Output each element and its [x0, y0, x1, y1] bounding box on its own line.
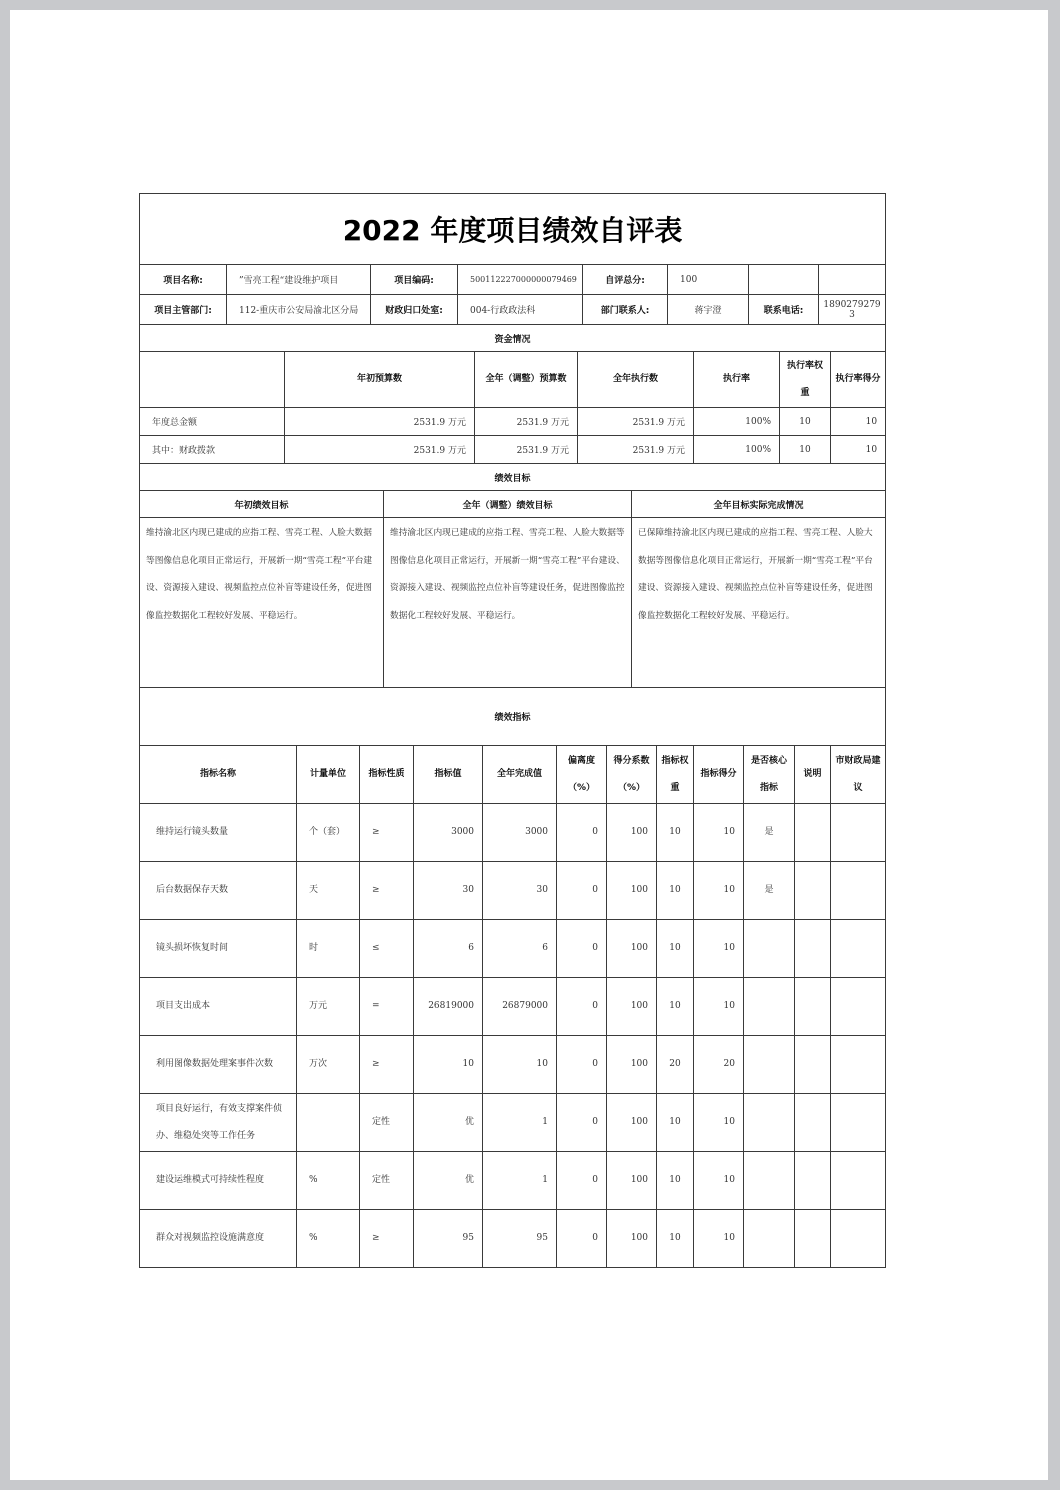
indicator-note — [795, 862, 831, 920]
indicator-deviation: 0 — [557, 804, 607, 862]
indicator-name: 群众对视频监控设施满意度 — [140, 1210, 297, 1268]
indicators-section-title: 绩效指标 — [140, 688, 886, 746]
indicator-unit: % — [297, 1210, 360, 1268]
table-row — [140, 804, 886, 862]
funds-header: 年初预算数 — [285, 352, 475, 408]
indicator-name: 建设运维模式可持续性程度 — [140, 1152, 297, 1210]
indicator-advice — [831, 1094, 886, 1152]
goals-section-title: 绩效目标 — [140, 464, 886, 491]
indicators-header: 偏离度（%） — [557, 746, 607, 804]
indicator-weight: 10 — [657, 1210, 694, 1268]
indicator-target: 优 — [414, 1152, 483, 1210]
indicator-score: 10 — [694, 978, 744, 1036]
indicator-core — [744, 1094, 795, 1152]
indicator-deviation: 0 — [557, 1036, 607, 1094]
indicators-header: 指标性质 — [360, 746, 414, 804]
indicator-note — [795, 1210, 831, 1268]
funds-weight: 10 — [780, 436, 831, 464]
indicator-nature: 定性 — [360, 1152, 414, 1210]
indicator-deviation: 0 — [557, 1210, 607, 1268]
indicator-weight: 10 — [657, 978, 694, 1036]
dept-label: 项目主管部门: — [140, 295, 227, 325]
funds-header: 执行率得分 — [831, 352, 886, 408]
indicator-target: 6 — [414, 920, 483, 978]
phone-value: 18902792793 — [819, 295, 886, 325]
indicator-score: 10 — [694, 862, 744, 920]
indicator-score: 10 — [694, 1210, 744, 1268]
funds-executed: 2531.9 万元 — [578, 408, 694, 436]
table-row — [140, 408, 886, 436]
indicator-deviation: 0 — [557, 1152, 607, 1210]
goal-adjusted-text: 维持渝北区内现已建成的应指工程、雪亮工程、人脸大数据等图像信息化项目正常运行，开展新一期“雪亮工程”平台建设、资源接入建设、视频监控点位补盲等建设任务，促进图像监控数据化工程较好发展、平稳运行。 — [384, 518, 632, 688]
indicator-coef: 100 — [607, 1152, 657, 1210]
indicator-nature: ≤ — [360, 920, 414, 978]
table-row — [140, 862, 886, 920]
funds-rate: 100% — [694, 436, 780, 464]
indicator-deviation: 0 — [557, 862, 607, 920]
indicator-unit — [297, 1094, 360, 1152]
indicators-header: 指标得分 — [694, 746, 744, 804]
dept-value: 112-重庆市公安局渝北区分局 — [227, 295, 371, 325]
indicator-unit: 万元 — [297, 978, 360, 1036]
empty-cell — [140, 352, 285, 408]
indicator-weight: 10 — [657, 1094, 694, 1152]
funds-score: 10 — [831, 436, 886, 464]
indicator-coef: 100 — [607, 1094, 657, 1152]
indicators-header: 指标名称 — [140, 746, 297, 804]
table-row — [140, 436, 886, 464]
indicator-score: 10 — [694, 1094, 744, 1152]
indicator-deviation: 0 — [557, 1094, 607, 1152]
indicator-advice — [831, 978, 886, 1036]
indicator-advice — [831, 862, 886, 920]
finance-label: 财政归口处室: — [371, 295, 458, 325]
indicator-nature: = — [360, 978, 414, 1036]
indicator-unit: 万次 — [297, 1036, 360, 1094]
funds-score: 10 — [831, 408, 886, 436]
indicators-header: 说明 — [795, 746, 831, 804]
indicator-note — [795, 1152, 831, 1210]
empty-cell — [749, 265, 819, 295]
indicator-name: 项目支出成本 — [140, 978, 297, 1036]
indicator-actual: 30 — [483, 862, 557, 920]
indicator-weight: 10 — [657, 804, 694, 862]
empty-cell — [819, 265, 886, 295]
evaluation-form — [139, 193, 885, 1268]
self-score-label: 自评总分: — [583, 265, 668, 295]
contact-label: 部门联系人: — [583, 295, 668, 325]
indicator-coef: 100 — [607, 978, 657, 1036]
goals-table — [139, 463, 886, 688]
indicators-table — [139, 687, 886, 1268]
funds-weight: 10 — [780, 408, 831, 436]
indicator-core — [744, 1152, 795, 1210]
indicator-weight: 20 — [657, 1036, 694, 1094]
table-row — [140, 1210, 886, 1268]
indicator-actual: 1 — [483, 1094, 557, 1152]
indicator-weight: 10 — [657, 920, 694, 978]
funds-adjusted: 2531.9 万元 — [475, 408, 578, 436]
indicator-nature: ≥ — [360, 1036, 414, 1094]
indicator-coef: 100 — [607, 1036, 657, 1094]
goal-initial-text: 维持渝北区内现已建成的应指工程、雪亮工程、人脸大数据等图像信息化项目正常运行，开展新一期“雪亮工程”平台建设、资源接入建设、视频监控点位补盲等建设任务，促进图像监控数据化工程较好发展、平稳运行。 — [140, 518, 384, 688]
indicator-actual: 95 — [483, 1210, 557, 1268]
funds-row-label: 年度总金额 — [140, 408, 285, 436]
indicators-header: 全年完成值 — [483, 746, 557, 804]
indicator-target: 30 — [414, 862, 483, 920]
indicator-name: 维持运行镜头数量 — [140, 804, 297, 862]
project-name-value: ”雪亮工程“建设维护项目 — [227, 265, 371, 295]
indicator-target: 3000 — [414, 804, 483, 862]
funds-adjusted: 2531.9 万元 — [475, 436, 578, 464]
indicator-unit: 时 — [297, 920, 360, 978]
indicator-nature: ≥ — [360, 1210, 414, 1268]
table-row — [140, 920, 886, 978]
indicators-header: 计量单位 — [297, 746, 360, 804]
indicator-target: 10 — [414, 1036, 483, 1094]
indicator-note — [795, 804, 831, 862]
funds-initial: 2531.9 万元 — [285, 408, 475, 436]
phone-label: 联系电话: — [749, 295, 819, 325]
indicator-target: 优 — [414, 1094, 483, 1152]
funds-row-label: 其中：财政拨款 — [140, 436, 285, 464]
indicator-nature: 定性 — [360, 1094, 414, 1152]
indicator-coef: 100 — [607, 862, 657, 920]
contact-value: 蒋宇澄 — [668, 295, 749, 325]
indicator-nature: ≥ — [360, 804, 414, 862]
indicator-score: 10 — [694, 920, 744, 978]
indicator-core — [744, 1210, 795, 1268]
funds-header: 执行率权重 — [780, 352, 831, 408]
indicator-name: 项目良好运行，有效支撑案件侦办、维稳处突等工作任务 — [140, 1094, 297, 1152]
indicator-target: 26819000 — [414, 978, 483, 1036]
indicator-actual: 6 — [483, 920, 557, 978]
table-row — [140, 1152, 886, 1210]
indicator-unit: 天 — [297, 862, 360, 920]
indicator-coef: 100 — [607, 804, 657, 862]
indicator-unit: % — [297, 1152, 360, 1210]
indicator-core: 是 — [744, 862, 795, 920]
indicator-actual: 3000 — [483, 804, 557, 862]
funds-table — [139, 324, 886, 464]
document-page — [10, 10, 1048, 1480]
indicator-advice — [831, 1152, 886, 1210]
funds-header: 执行率 — [694, 352, 780, 408]
indicator-actual: 1 — [483, 1152, 557, 1210]
indicator-coef: 100 — [607, 920, 657, 978]
self-score-value: 100 — [668, 265, 749, 295]
funds-header: 全年（调整）预算数 — [475, 352, 578, 408]
indicator-advice — [831, 1210, 886, 1268]
funds-header: 全年执行数 — [578, 352, 694, 408]
funds-initial: 2531.9 万元 — [285, 436, 475, 464]
indicator-name: 镜头损坏恢复时间 — [140, 920, 297, 978]
funds-executed: 2531.9 万元 — [578, 436, 694, 464]
indicator-core — [744, 1036, 795, 1094]
indicators-header: 市财政局建议 — [831, 746, 886, 804]
table-row — [140, 978, 886, 1036]
indicator-name: 利用图像数据处理案事件次数 — [140, 1036, 297, 1094]
indicator-advice — [831, 1036, 886, 1094]
indicators-header: 是否核心指标 — [744, 746, 795, 804]
indicator-coef: 100 — [607, 1210, 657, 1268]
indicator-actual: 10 — [483, 1036, 557, 1094]
indicators-header: 得分系数（%） — [607, 746, 657, 804]
indicator-note — [795, 920, 831, 978]
header-table — [139, 193, 886, 325]
indicator-note — [795, 1036, 831, 1094]
indicator-advice — [831, 804, 886, 862]
indicator-score: 10 — [694, 1152, 744, 1210]
goals-header: 全年（调整）绩效目标 — [384, 491, 632, 518]
finance-value: 004-行政政法科 — [458, 295, 583, 325]
table-row — [140, 1094, 886, 1152]
indicator-weight: 10 — [657, 862, 694, 920]
indicator-score: 20 — [694, 1036, 744, 1094]
indicator-name: 后台数据保存天数 — [140, 862, 297, 920]
indicator-weight: 10 — [657, 1152, 694, 1210]
goal-actual-text: 已保障维持渝北区内现已建成的应指工程、雪亮工程、人脸大数据等图像信息化项目正常运行，开展新一期“雪亮工程”平台建设、资源接入建设、视频监控点位补盲等建设任务，促进图像监控数据化工程较好发展、平稳运行。 — [632, 518, 886, 688]
indicators-header: 指标值 — [414, 746, 483, 804]
indicator-actual: 26879000 — [483, 978, 557, 1036]
goals-header: 全年目标实际完成情况 — [632, 491, 886, 518]
indicator-target: 95 — [414, 1210, 483, 1268]
indicator-core: 是 — [744, 804, 795, 862]
indicator-core — [744, 920, 795, 978]
project-code-label: 项目编码: — [371, 265, 458, 295]
project-name-label: 项目名称: — [140, 265, 227, 295]
indicator-deviation: 0 — [557, 978, 607, 1036]
goals-header: 年初绩效目标 — [140, 491, 384, 518]
indicator-note — [795, 1094, 831, 1152]
indicator-unit: 个（套） — [297, 804, 360, 862]
indicator-note — [795, 978, 831, 1036]
funds-rate: 100% — [694, 408, 780, 436]
indicator-score: 10 — [694, 804, 744, 862]
indicator-deviation: 0 — [557, 920, 607, 978]
table-row — [140, 1036, 886, 1094]
indicators-header: 指标权重 — [657, 746, 694, 804]
indicator-core — [744, 978, 795, 1036]
page-title: 2022 年度项目绩效自评表 — [140, 194, 886, 265]
indicator-nature: ≥ — [360, 862, 414, 920]
funds-section-title: 资金情况 — [140, 325, 886, 352]
indicator-advice — [831, 920, 886, 978]
project-code-value: 500112227000000079469 — [458, 265, 583, 295]
